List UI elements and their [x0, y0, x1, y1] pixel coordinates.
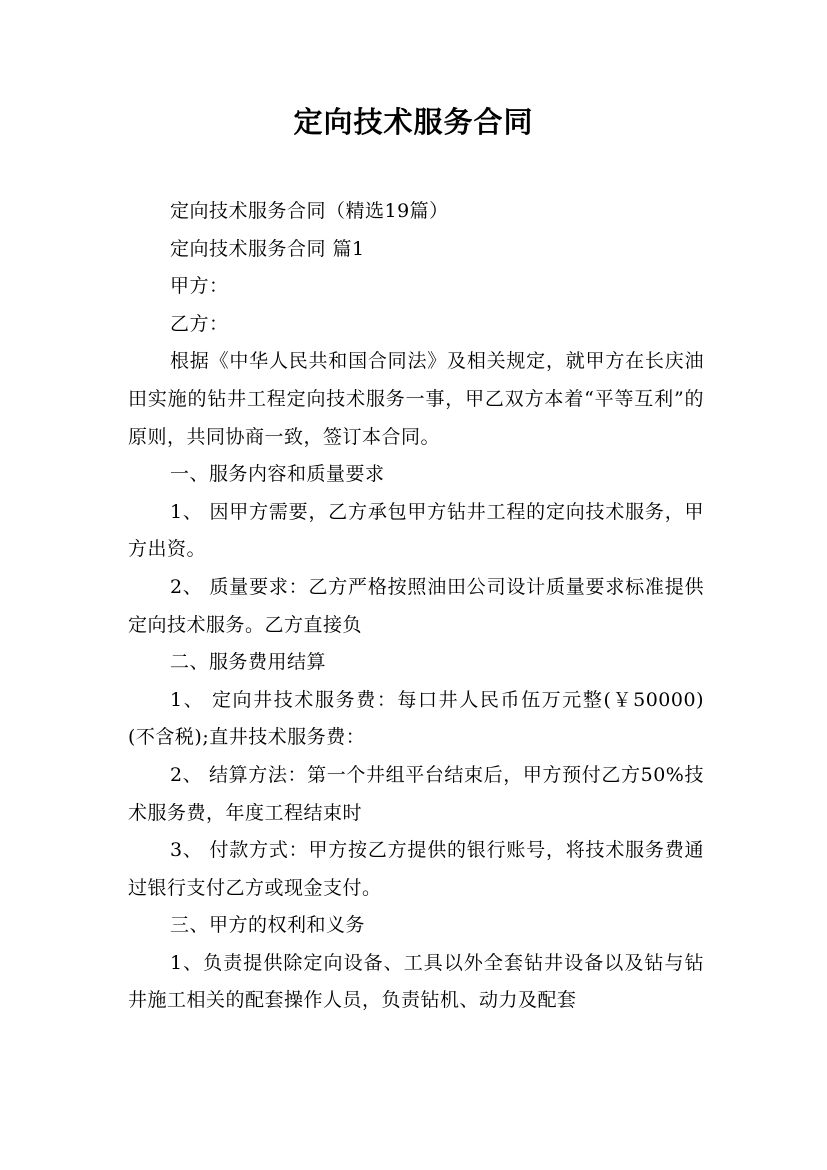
- paragraph-heading-2: 二、服务费用结算: [170, 651, 327, 674]
- paragraph-subtitle: 定向技术服务合同（精选19篇）: [170, 200, 449, 222]
- document-body: [128, 193, 704, 1020]
- paragraph-clause: 3、 付款方式：甲方按乙方提供的银行账号，将技术服务费通过银行支付乙方或现金支付。: [128, 839, 704, 899]
- paragraph-clause: 1、 因甲方需要，乙方承包甲方钻井工程的定向技术服务，甲方出资。: [128, 500, 704, 561]
- document-title: 定向技术服务合同: [293, 105, 534, 139]
- paragraph-party-a: 甲方：: [170, 275, 229, 298]
- paragraph-party-b: 乙方：: [170, 312, 229, 335]
- paragraph-clause: 2、 结算方法：第一个井组平台结束后，甲方预付乙方50%技术服务费，年度工程结束时: [128, 763, 704, 824]
- paragraph-heading-3: 三、甲方的权利和义务: [170, 914, 366, 937]
- paragraph-clause: 1、负责提供除定向设备、工具以外全套钻井设备以及钻与钻井施工相关的配套操作人员，负责钻机、动力及配套: [128, 951, 704, 1012]
- paragraph-heading-1: 一、服务内容和质量要求: [170, 463, 385, 486]
- paragraph-section-heading: 定向技术服务合同 篇1: [170, 237, 365, 260]
- paragraph-preamble: 根据《中华人民共和国合同法》及相关规定，就甲方在长庆油田实施的钻井工程定向技术服务一事，甲乙双方本着“平等互利”的原则，共同协商一致，签订本合同。: [128, 350, 704, 448]
- paragraph-clause: 1、 定向井技术服务费：每口井人民币伍万元整(￥50000)(不含税);直井技术服务费：: [128, 688, 704, 749]
- paragraph-clause: 2、 质量要求：乙方严格按照油田公司设计质量要求标准提供定向技术服务。乙方直接负: [128, 575, 704, 636]
